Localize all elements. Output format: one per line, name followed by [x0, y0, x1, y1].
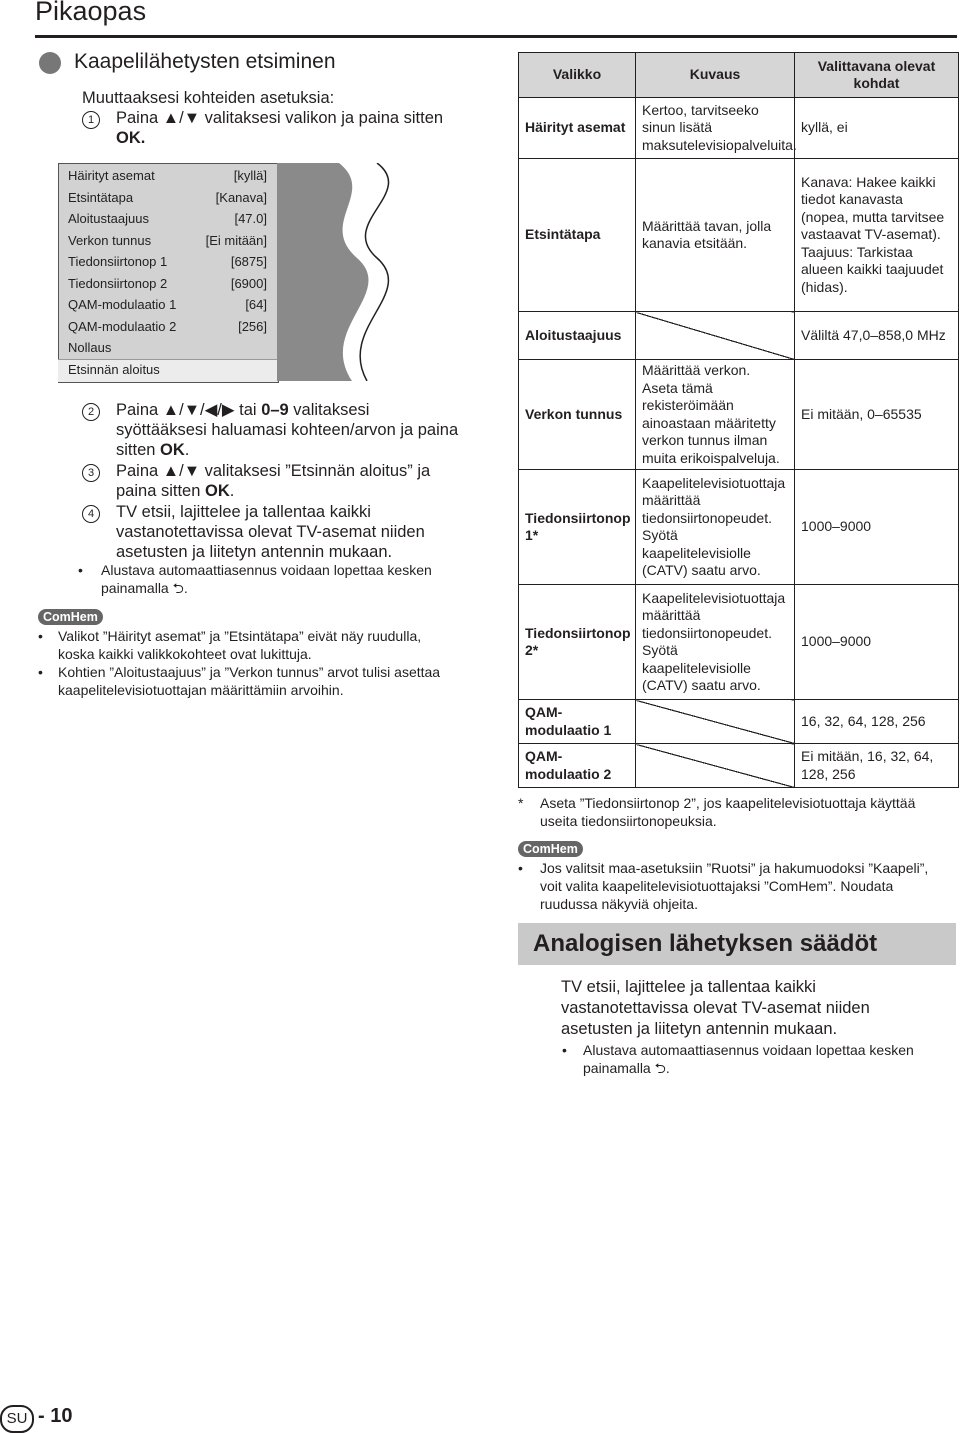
section-heading: Kaapelilähetysten etsiminen — [74, 50, 336, 73]
menu-item-value: [Kanava] — [215, 189, 267, 205]
menu-item-label: Etsinnän aloitus — [68, 361, 160, 377]
menu-item[interactable] — [68, 362, 267, 377]
menu-item[interactable] — [68, 190, 267, 205]
table-cell-empty — [636, 312, 795, 360]
table-cell-options: 1000–9000 — [795, 470, 959, 585]
table-cell-description: Kertoo, tarvitseeko sinun lisätä maksutelevisiopalveluita. — [636, 98, 795, 159]
table-cell-description: Kaapelitelevisiotuottaja määrittää tiedonsiirtonopeudet. Syötä kaapelitelevisiolle (CATV) saatu arvo. — [636, 585, 795, 700]
step-4-line2: vastanotettavissa olevat TV-asemat niiden — [116, 523, 425, 541]
section-bullet-icon — [39, 52, 61, 74]
menu-item-value: [64] — [245, 297, 267, 312]
menu-item-label: QAM-modulaatio 2 — [68, 318, 177, 334]
comhem-badge: ComHem — [38, 608, 103, 626]
section-2-bullet: • — [562, 1042, 567, 1058]
step-2-number: 2 — [82, 400, 100, 421]
page-title: Pikaopas — [35, 0, 147, 26]
table-cell-options: 1000–9000 — [795, 585, 959, 700]
comhem-right-line2: voit valita kaapelitelevisiotuottajaksi ”ComHem”. Noudata — [540, 878, 894, 894]
menu-item[interactable] — [68, 211, 267, 226]
step-3-number: 3 — [82, 461, 100, 482]
title-rule — [35, 35, 957, 38]
page-number: - 10 — [38, 1405, 73, 1427]
menu-item[interactable] — [68, 168, 267, 183]
menu-item-label: Aloitustaajuus — [68, 211, 149, 226]
tv-screen-area — [277, 163, 510, 381]
section-2-line2: vastanotettavissa olevat TV-asemat niiden — [561, 999, 870, 1017]
menu-item[interactable] — [68, 319, 267, 334]
section-2-line3: asetusten ja liitetyn antennin mukaan. — [561, 1020, 838, 1038]
menu-item[interactable] — [68, 276, 267, 291]
step-4-number: 4 — [82, 502, 100, 523]
step-3-line1: Paina ▲/▼ valitaksesi ”Etsinnän aloitus” ja — [116, 462, 431, 480]
screen-break-icon — [277, 163, 510, 381]
menu-item[interactable] — [68, 233, 267, 248]
table-cell-menu: QAM-modulaatio 1 — [519, 700, 636, 744]
table-cell-options: Väliltä 47,0–858,0 MHz — [795, 312, 959, 360]
note-line2: painamalla ⮌. — [101, 580, 188, 596]
footnote-line2: useita tiedonsiirtonopeuksia. — [540, 813, 717, 829]
table-cell-menu: Aloitustaajuus — [519, 312, 636, 360]
table-cell-menu: Tiedonsiirtonop 2* — [519, 585, 636, 700]
comhem-bullet-2: • — [38, 664, 43, 680]
step-1-text: Paina ▲/▼ valitaksesi valikon ja paina sitten — [116, 109, 444, 127]
table-cell-options: Ei mitään, 0–65535 — [795, 360, 959, 470]
step-4-line3: asetusten ja liitetyn antennin mukaan. — [116, 543, 393, 561]
menu-item-value: [6900] — [230, 275, 267, 291]
menu-item-label: Tiedonsiirtonop 2 — [68, 275, 168, 291]
table-cell-options: kyllä, ei — [795, 98, 959, 159]
menu-item[interactable] — [68, 254, 267, 269]
menu-item[interactable] — [68, 340, 267, 355]
table-cell-empty — [636, 700, 795, 744]
menu-item-value: [256] — [238, 318, 267, 334]
menu-item-value: [6875] — [230, 254, 267, 269]
header-options: Valittavana olevat kohdat — [795, 53, 959, 98]
step-4-line1: TV etsii, lajittelee ja tallentaa kaikki — [116, 503, 371, 521]
comhem-right-bullet: • — [518, 860, 523, 876]
menu-item-value: [kyllä] — [233, 168, 267, 183]
menu-item-value: [47.0] — [234, 211, 267, 226]
section-2-heading: Analogisen lähetyksen säädöt — [533, 930, 878, 957]
table-cell-menu: QAM-modulaatio 2 — [519, 744, 636, 788]
comhem-badge-right: ComHem — [518, 840, 583, 858]
menu-item-value: [Ei mitään] — [205, 232, 267, 248]
comhem-right-line1: Jos valitsit maa-asetuksiin ”Ruotsi” ja hakumuodoksi ”Kaapeli”, — [540, 860, 929, 876]
section-2-line1: TV etsii, lajittelee ja tallentaa kaikki — [561, 978, 816, 996]
table-cell-description: Kaapelitelevisiotuottaja määrittää tiedonsiirtonopeudet. Syötä kaapelitelevisiolle (CATV) saatu arvo. — [636, 470, 795, 585]
header-description: Kuvaus — [636, 53, 795, 98]
table-cell-description: Määrittää verkon. Aseta tämä rekisteröimään ainoastaan määritetty verkon tunnus ilman muita erikoispalveluja. — [636, 360, 795, 470]
comhem-bullet-2b: kaapelitelevisiotuottajan määrittämiin arvoihin. — [58, 682, 344, 698]
menu-item-label: Etsintätapa — [68, 189, 134, 205]
settings-table — [518, 52, 959, 788]
step-1-number: 1 — [82, 108, 100, 129]
menu-item-label: QAM-modulaatio 1 — [68, 297, 177, 312]
menu-item-label: Tiedonsiirtonop 1 — [68, 254, 168, 269]
comhem-bullet-2a: Kohtien ”Aloitustaajuus” ja ”Verkon tunnus” arvot tulisi asettaa — [58, 664, 441, 680]
comhem-bullet-1b: koska kaikki valikkokohteet ovat lukittuja. — [58, 646, 312, 662]
table-cell-options: Kanava: Hakee kaikki tiedot kanavasta (nopea, mutta tarvitsee vastaavat TV-asemat). Taajuus: Tarkistaa alueen kaikki taajuudet (hidas). — [795, 159, 959, 312]
intro-text: Muuttaaksesi kohteiden asetuksia: — [82, 89, 335, 107]
step-2-line2: syöttääksesi haluamasi kohteen/arvon ja paina — [116, 421, 459, 439]
step-1-ok: OK. — [116, 129, 146, 147]
comhem-bullet-1: • — [38, 628, 43, 644]
comhem-bullet-1a: Valikot ”Häirityt asemat” ja ”Etsintätapa” eivät näy ruudulla, — [58, 628, 422, 644]
menu-item[interactable] — [68, 297, 267, 312]
note-bullet: • — [78, 562, 83, 578]
table-cell-options: 16, 32, 64, 128, 256 — [795, 700, 959, 744]
language-badge: SU — [0, 1405, 34, 1433]
table-cell-menu: Häirityt asemat — [519, 98, 636, 159]
step-2-line3: sitten OK. — [116, 441, 190, 459]
step-2-line1: Paina ▲/▼/◀/▶ tai 0–9 valitaksesi — [116, 401, 370, 419]
table-cell-options: Ei mitään, 16, 32, 64, 128, 256 — [795, 744, 959, 788]
note-line1: Alustava automaattiasennus voidaan lopettaa kesken — [101, 562, 432, 578]
section-2-note-a: Alustava automaattiasennus voidaan lopettaa kesken — [583, 1042, 914, 1058]
footnote-line1: Aseta ”Tiedonsiirtonop 2”, jos kaapelitelevisiotuottaja käyttää — [540, 795, 916, 811]
menu-item-label: Nollaus — [68, 340, 112, 355]
table-cell-description: Määrittää tavan, jolla kanavia etsitään. — [636, 159, 795, 312]
menu-item-label: Verkon tunnus — [68, 232, 152, 248]
table-cell-menu: Etsintätapa — [519, 159, 636, 312]
section-2-note-b: painamalla ⮌. — [583, 1060, 670, 1076]
step-3-line2: paina sitten OK. — [116, 482, 235, 500]
table-cell-menu: Tiedonsiirtonop 1* — [519, 470, 636, 585]
header-menu: Valikko — [519, 53, 636, 98]
table-cell-menu: Verkon tunnus — [519, 360, 636, 470]
comhem-right-line3: ruudussa näkyviä ohjeita. — [540, 896, 698, 912]
table-cell-empty — [636, 744, 795, 788]
menu-item-label: Häirityt asemat — [68, 168, 155, 183]
footnote-mark: * — [518, 795, 524, 811]
